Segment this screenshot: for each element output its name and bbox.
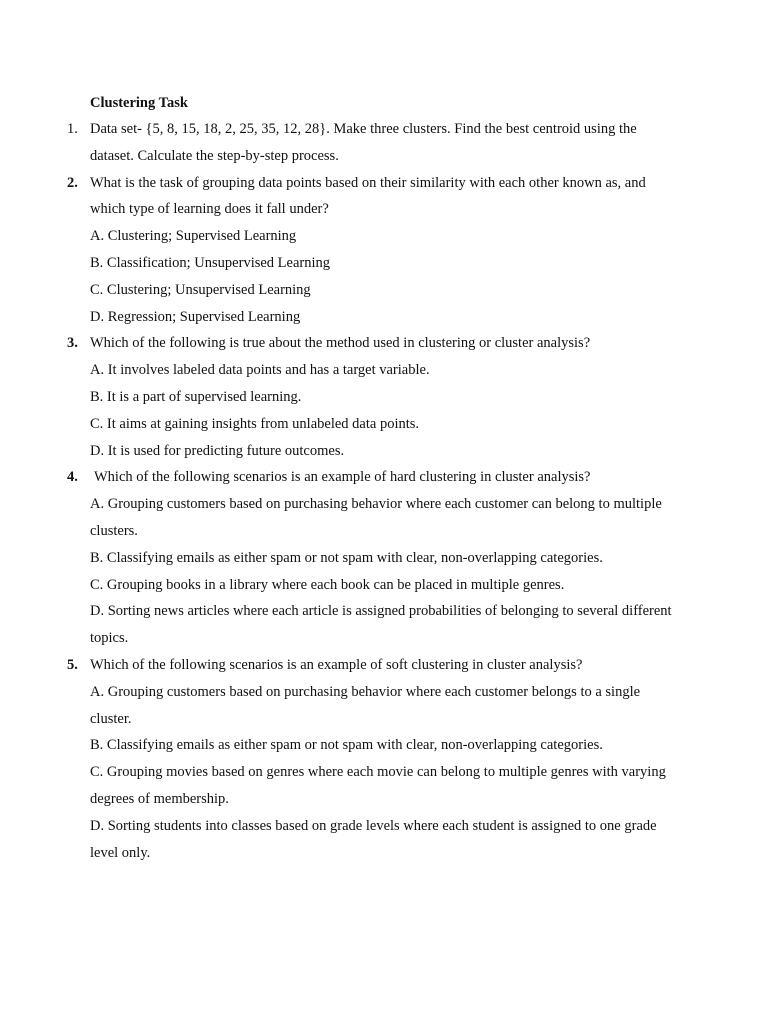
- question-3: [0, 330, 768, 464]
- option-a: A. Clustering; Supervised Learning: [90, 228, 297, 245]
- option-a: A. Grouping customers based on purchasing behavior where each customer can belong to multiple clusters.: [90, 496, 662, 539]
- option-b: B. Classifying emails as either spam or not spam with clear, non-overlapping categories.: [90, 549, 603, 566]
- option-b: B. Classification; Unsupervised Learning: [90, 254, 331, 271]
- option-d: D. It is used for predicting future outcomes.: [90, 442, 345, 459]
- option-b: B. It is a part of supervised learning.: [90, 388, 302, 405]
- option-c: C. It aims at gaining insights from unlabeled data points.: [90, 415, 420, 432]
- question-number: 1.: [67, 121, 78, 137]
- question-text: Which of the following is true about the method used in clustering or cluster analysis?: [90, 335, 591, 352]
- option-a: A. It involves labeled data points and has a target variable.: [90, 362, 430, 379]
- option-b: B. Classifying emails as either spam or not spam with clear, non-overlapping categories.: [90, 737, 603, 754]
- question-5: [0, 652, 768, 866]
- question-number: 4.: [67, 469, 78, 486]
- question-text: Data set- {5, 8, 15, 18, 2, 25, 35, 12, 28}. Make three clusters. Find the best centroid using the dataset. Calculate the step-by-step process.: [90, 121, 637, 164]
- question-list: [0, 116, 768, 866]
- option-a: A. Grouping customers based on purchasing behavior where each customer belongs to a single cluster.: [90, 683, 641, 727]
- question-4: [0, 464, 768, 652]
- option-d: D. Sorting students into classes based on grade levels where each student is assigned to one grade level only.: [90, 817, 657, 861]
- option-d: D. Sorting news articles where each article is assigned probabilities of belonging to several different topics.: [90, 603, 672, 647]
- option-d: D. Regression; Supervised Learning: [90, 308, 301, 325]
- question-text: Which of the following scenarios is an example of soft clustering in cluster analysis?: [90, 656, 583, 673]
- question-number: 2.: [67, 174, 78, 191]
- question-number: 3.: [67, 335, 78, 352]
- question-text: Which of the following scenarios is an example of hard clustering in cluster analysis?: [94, 469, 591, 486]
- option-c: C. Clustering; Unsupervised Learning: [90, 281, 311, 298]
- option-c: C. Grouping movies based on genres where each movie can belong to multiple genres with varying degrees of membership.: [90, 764, 666, 807]
- question-1: [0, 116, 768, 170]
- question-2: [0, 170, 768, 331]
- document-title: Clustering Task: [90, 95, 188, 111]
- question-text: What is the task of grouping data points based on their similarity with each other known as, and which type of learning does it fall under?: [90, 174, 646, 218]
- option-c: C. Grouping books in a library where each book can be placed in multiple genres.: [90, 576, 565, 593]
- question-number: 5.: [67, 656, 78, 673]
